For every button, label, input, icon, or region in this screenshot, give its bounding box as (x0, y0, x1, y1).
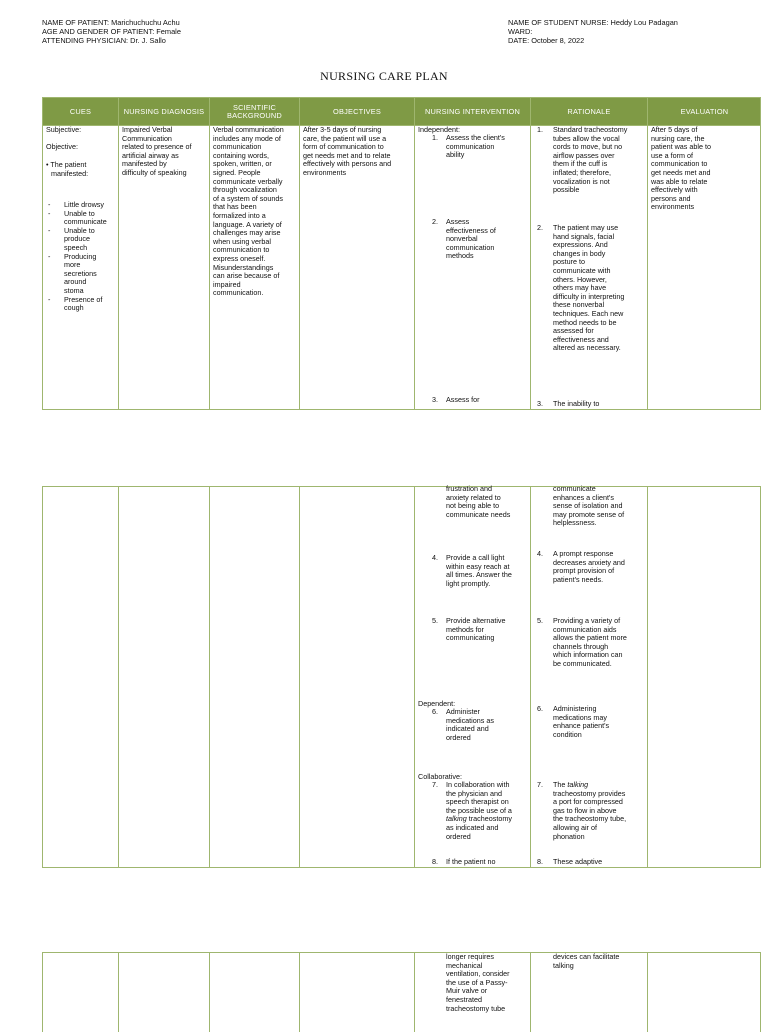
cue-item: - Unable to produce speech (48, 225, 95, 252)
intervention-item-3-start: Assess for (446, 395, 480, 404)
patient-age-gender: AGE AND GENDER OF PATIENT: Female (42, 27, 181, 36)
intervention-item-8-cont: longer requires mechanical ventilation, consider the use of a Passy- Muir valve or fenestrated tracheostomy tube (446, 952, 510, 1013)
rationale-item-4: A prompt response decreases anxiety and prompt provision of patient's needs. (553, 549, 625, 584)
care-plan-table-page-2: frustration and anxiety related to not being able to communicate needs 4. Provide a call light within easy reach at all times. Answer the light promptly. 5. Provide alternative methods for communicating Dependent: 6. Administer medications as indicated and ordered Collaborative: 7. In collaboration with the physician and speech therapist on the possible use of a talking tracheostomy as indicated and ordered 8. If the patient no communicate enhances a client's sense of isolation and may promote sense of helplessness. 4. A prompt response decreases anxiety and prompt provision of patient's needs. 5. Providing a variety of communication aids allows the patient more channels through which information can be communicated. 6. Administering medications may enhance patient's condition 7. The talking tracheostomy provides a port for compressed gas to flow in above the tracheostomy tube, allowing air of phonation 8. These adaptive (42, 486, 761, 868)
header-nursing-diagnosis: NURSING DIAGNOSIS (123, 106, 205, 116)
intervention-independent-label: Independent: (418, 125, 460, 134)
cues-cell (46, 126, 88, 178)
intervention-item-5: Provide alternative methods for communicating (446, 616, 506, 643)
cue-objective: Objective: (46, 141, 78, 151)
cue-subjective: Subjective: (46, 125, 82, 134)
intervention-item-7: In collaboration with the physician and speech therapist on the possible use of a talking tracheostomy as indicated and ordered (446, 780, 512, 841)
rationale-item-3-start: The inability to (553, 399, 600, 408)
intervention-item-8-start: If the patient no (446, 857, 496, 866)
rationale-item-6: Administering medications may enhance patient's condition (553, 704, 610, 739)
cue-manifested: • The patient (46, 160, 87, 170)
cue-item: - Presence of cough (48, 294, 103, 313)
intervention-item-6: Administer medications as indicated and ordered (446, 707, 494, 742)
rationale-item-8-start: These adaptive (553, 857, 603, 866)
intervention-collaborative-label: Collaborative: (418, 772, 462, 781)
cue-item: - Little drowsy (48, 200, 104, 209)
header-scientific-background: SCIENTIFIC BACKGROUND (227, 102, 282, 120)
cue-item: - Producing more secretions around stoma (48, 251, 97, 295)
header-rationale: RATIONALE (567, 106, 611, 116)
rationale-item-5: Providing a variety of communication aids allows the patient more channels through which information can be communicated. (553, 616, 627, 668)
header-cues: CUES (69, 106, 92, 116)
patient-name: NAME OF PATIENT: Marichuchuchu Achu (42, 18, 180, 27)
rationale-item-1: Standard tracheostomy tubes allow the vocal cords to move, but no airflow passes over them if the cuff is inflated; therefore, vocalization is not possible (553, 125, 628, 195)
ward: WARD: (508, 27, 533, 36)
attending-physician: ATTENDING PHYSICIAN: Dr. J. Sallo (42, 36, 166, 45)
rationale-item-7: The talking tracheostomy provides a port for compressed gas to flow in above the tracheostomy tube, allowing air of phonation (553, 780, 627, 841)
rationale-item-8-cont: devices can facilitate talking (553, 952, 620, 970)
intervention-dependent-label: Dependent: (418, 699, 456, 708)
header-evaluation: EVALUATION (680, 106, 729, 116)
nursing-diagnosis-cell: Impaired Verbal Communication related to presence of artificial airway as manifested by difficulty of speaking (122, 125, 192, 177)
cue-list (46, 201, 116, 313)
intervention-item-2: Assess effectiveness of nonverbal communication methods (446, 217, 496, 261)
cue-item: - Unable to communicate (48, 208, 107, 227)
objectives-cell: After 3-5 days of nursing care, the patient will use a form of communication to get needs met and to relate effectively with persons and environments (303, 125, 392, 177)
intervention-item-4: Provide a call light within easy reach at all times. Answer the light promptly. (446, 553, 512, 588)
intervention-item-1: Assess the client's communication ability (446, 133, 505, 160)
header-nursing-intervention: NURSING INTERVENTION (424, 106, 521, 116)
date: DATE: October 8, 2022 (508, 36, 585, 45)
rationale-item-2: The patient may use hand signals, facial expressions. And changes in body posture to communicate with others. However, others may have difficulty in interpreting these nonverbal techniques. Each new method needs to be assessed for effectiveness and altered as necessary. (553, 223, 625, 353)
rationale-item-3-cont: communicate enhances a client's sense of isolation and may promote sense of helplessness. (553, 484, 625, 528)
page-title: NURSING CARE PLAN (320, 69, 448, 83)
evaluation-cell: After 5 days of nursing care, the patient was able to use a form of communication to get needs met and was able to relate effectively with persons and environments (651, 125, 711, 212)
care-plan-table-page-1: CUES NURSING DIAGNOSIS SCIENTIFIC BACKGROUND OBJECTIVES NURSING INTERVENTION RATIONALE EVALUATION Subjective: Objective: • The patient manifested: - Little drowsy - Unable to communicate - Unable to produce speech - Producing more secretions around stoma - Presence of cough Impaired Verbal Communication related to presence of artificial airway as manifested by difficulty of speaking Verbal communication includes any mode of communication containing words, spoken, written, or signed. People communicate verbally through vocalization of a system of sounds that has been formalized into a language. A variety of challenges may arise when using verbal communication to express oneself. Misunderstandings can arise because of impaired communication. After 3-5 days of nursing care, the patient will use a form of communication to get needs met and to relate effectively with persons and environments Independent: 1. Assess the client's communication ability 2. Assess effectiveness of nonverbal communication methods 3. Assess for 1. Standard tracheostomy tubes allow the vocal cords to move, but no airflow passes over them if the cuff is inflated; therefore, vocalization is not possible 2. The patient may use hand signals, facial expressions. And changes in body posture to communicate with others. However, others may have difficulty in interpreting these nonverbal techniques. Each new method needs to be assessed for effectiveness and altered as necessary. 3. The inability to After 5 days of nursing care, the patient was able to use a form of communication to get needs met and was able to relate effectively with persons and environments (42, 97, 761, 410)
header-objectives: OBJECTIVES (333, 106, 381, 116)
care-plan-table-page-3 (42, 952, 761, 1032)
scientific-background-cell: Verbal communication includes any mode of communication containing words, spoken, written, or signed. People communicate verbally through vocalization of a system of sounds that has been formalized into a language. A variety of challenges may arise when using verbal communication to express oneself. Misunderstandings can arise because of impaired communication. (213, 125, 284, 298)
student-nurse: NAME OF STUDENT NURSE: Heddy Lou Padagan (508, 18, 678, 27)
intervention-number: 1. (432, 133, 438, 142)
cue-manifested-2: manifested: (51, 168, 89, 178)
intervention-item-3-cont: frustration and anxiety related to not being able to communicate needs (446, 484, 511, 519)
